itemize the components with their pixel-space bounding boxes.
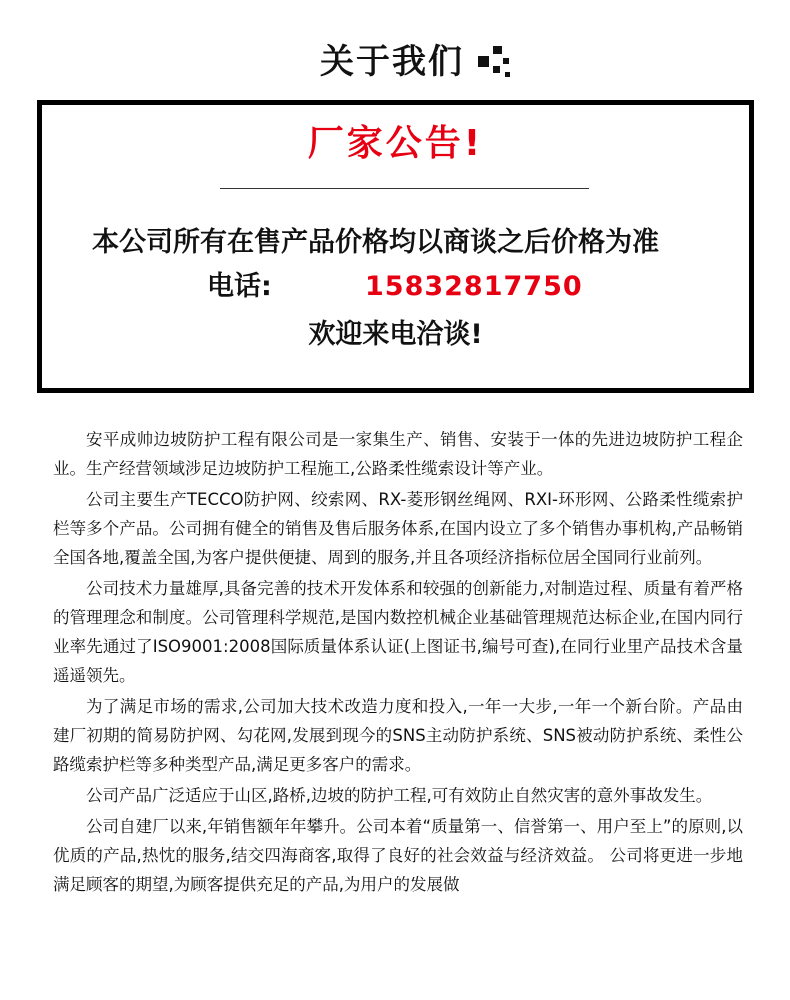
page-header bbox=[0, 38, 790, 88]
welcome-text: 欢迎来电洽谈! bbox=[308, 319, 483, 350]
phone-row bbox=[207, 267, 707, 307]
pricing-notice: 本公司所有在售产品价格均以商谈之后价格为准 bbox=[92, 227, 659, 258]
announcement-title: 厂家公告! bbox=[307, 123, 484, 164]
paragraph: 公司主要生产TECCO防护网、绞索网、RX-菱形钢丝绳网、RXI-环形网、公路柔性缆索护栏等多个产品。公司拥有健全的销售及售后服务体系,在国内设立了多个销售办事机构,产品畅销全国各地,覆盖全国,为客户提供便捷、周到的服务,并且各项经济指标位居全国同行业前列。 bbox=[53, 490, 743, 567]
phone-label: 电话: bbox=[207, 271, 272, 302]
paragraph: 安平成帅边坡防护工程有限公司是一家集生产、销售、安装于一体的先进边坡防护工程企业。生产经营领域涉足边坡防护工程施工,公路柔性缆索设计等产业。 bbox=[53, 430, 743, 478]
pixel-squares-icon bbox=[478, 46, 514, 80]
paragraph: 公司自建厂以来,年销售额年年攀升。公司本着“质量第一、信誉第一、用户至上”的原则,以优质的产品,热忱的服务,结交四海商客,取得了良好的社会效益与经济效益。 公司将更进一步地满足顾客的期望,为顾客提供充足的产品,为用户的发展做 bbox=[53, 817, 743, 894]
page-title: 关于我们 bbox=[320, 42, 464, 82]
company-description bbox=[53, 425, 743, 901]
paragraph: 为了满足市场的需求,公司加大技术改造力度和投入,一年一大步,一年一个新台阶。产品由建厂初期的简易防护网、勾花网,发展到现今的SNS主动防护系统、SNS被动防护系统、柔性公路缆索护栏等多种类型产品,满足更多客户的需求。 bbox=[53, 697, 743, 774]
divider bbox=[220, 188, 589, 189]
paragraph: 公司产品广泛适应于山区,路桥,边坡的防护工程,可有效防止自然灾害的意外事故发生。 bbox=[86, 786, 713, 805]
announcement-box bbox=[37, 100, 754, 393]
phone-number[interactable]: 15832817750 bbox=[365, 271, 583, 302]
paragraph: 公司技术力量雄厚,具备完善的技术开发体系和较强的创新能力,对制造过程、质量有着严格的管理理念和制度。公司管理科学规范,是国内数控机械企业基础管理规范达标企业,在国内同行业率先通过了ISO9001:2008国际质量体系认证(上图证书,编号可查),在同行业里产品技术含量遥遥领先。 bbox=[53, 579, 743, 685]
